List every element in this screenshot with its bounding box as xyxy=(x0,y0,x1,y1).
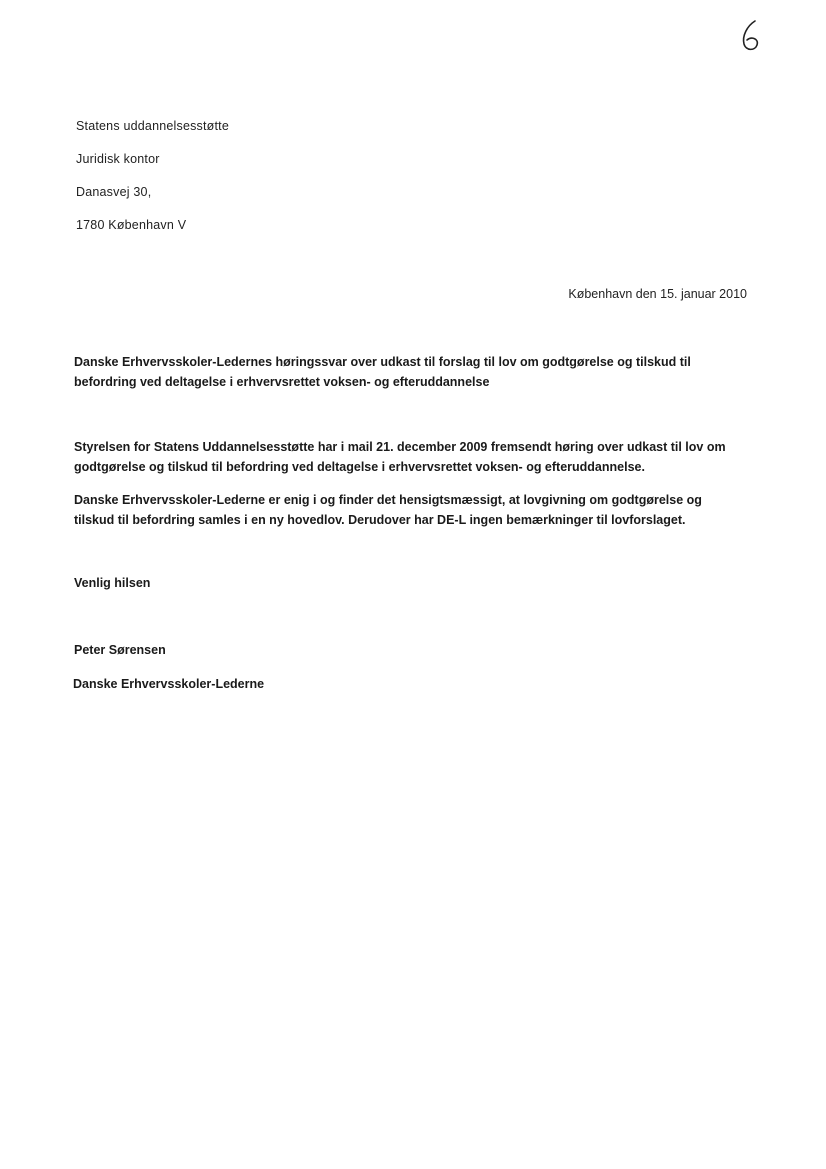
letter-date: København den 15. januar 2010 xyxy=(568,287,747,301)
letter-subject: Danske Erhvervsskoler-Ledernes høringssvar over udkast til forslag til lov om godtgørelse og tilskud til befordring ved deltagelse i erhvervsrettet voksen- og efteruddannelse xyxy=(74,355,691,389)
handwritten-page-number xyxy=(738,18,768,54)
recipient-city: 1780 København V xyxy=(76,218,187,232)
body-paragraph-1: Styrelsen for Statens Uddannelsesstøtte har i mail 21. december 2009 fremsendt høring over udkast til lov om godtgørelse og tilskud til befordring ved deltagelse i erhvervsrettet voksen- og efteruddannelse. xyxy=(74,440,726,474)
closing-greeting: Venlig hilsen xyxy=(74,576,151,590)
recipient-name: Statens uddannelsesstøtte xyxy=(76,119,230,133)
recipient-street: Danasvej 30, xyxy=(76,185,152,199)
signature-organization: Danske Erhvervsskoler-Lederne xyxy=(73,677,265,691)
page-number-text xyxy=(738,54,739,55)
signature-name: Peter Sørensen xyxy=(74,643,166,657)
body-paragraph-2: Danske Erhvervsskoler-Lederne er enig i og finder det hensigtsmæssigt, at lovgivning om godtgørelse og tilskud til befordring samles i en ny hovedlov. Derudover har DE-L ingen bemærkninger til lovforslaget. xyxy=(74,493,702,527)
recipient-department: Juridisk kontor xyxy=(76,152,160,166)
handwritten-six-icon xyxy=(738,18,768,54)
